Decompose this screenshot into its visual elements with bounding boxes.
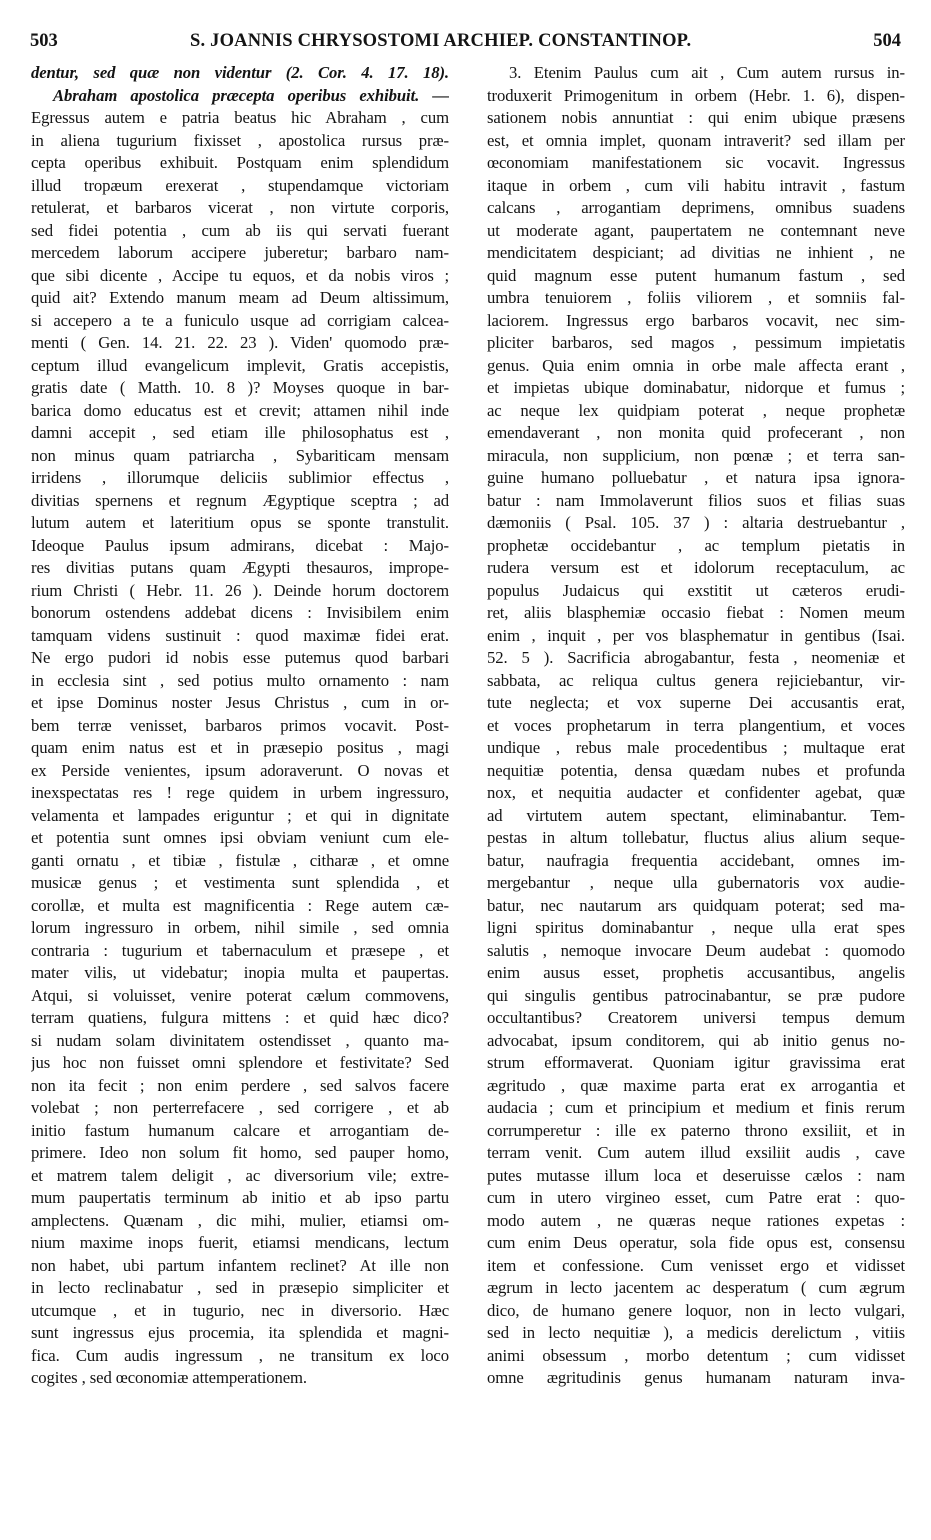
text-line: troduxerit Primogenitum in orbem (Hebr. 1. 6), dispen- xyxy=(487,85,905,105)
text-line: contraria : tugurium et tabernaculum et præsepe , et xyxy=(31,940,449,960)
text-line: sationem nobis annuntiat : qui enim ubique præsens xyxy=(487,108,905,127)
text-line: retulerat, et barbaros vicerat , non virtute corporis, xyxy=(31,198,449,217)
text-line: barica domo educatus est et crevit; attamen nihil inde xyxy=(31,400,449,420)
text-line: irridens , illorumque deliciis sublimior effectus , xyxy=(31,468,449,487)
text-line: et ipse Dominus noster Jesus Christus , cum in or- xyxy=(31,693,449,712)
text-line: Ne ergo pudori id nobis esse putemus quod barbari xyxy=(31,648,449,667)
text-line: guine humano polluebatur , et natura ipsa ignora- xyxy=(487,468,905,487)
text-line: musicæ genus ; et vestimenta sunt splendida , et xyxy=(31,873,449,892)
text-line: gratis date ( Matth. 10. 8 )? Moyses quoque in bar- xyxy=(31,378,449,397)
text-line: Egressus autem e patria beatus hic Abraham , cum xyxy=(31,108,449,127)
text-line: mum paupertatis terminum ab initio et ab ipso partu xyxy=(31,1188,449,1207)
text-line: pestas in altum tollebatur, fluctus alius alium seque- xyxy=(487,828,905,847)
text-line: si accepero a te a funiculo usque ad corrigiam calcea- xyxy=(31,310,449,330)
text-line: res divitias putans quam Ægypti thesauros, imprope- xyxy=(31,558,449,577)
text-line: velamenta et lampades eriguntur ; et qui in dignitate xyxy=(31,805,449,825)
text-line: miracula, non supplicium, non pœnæ ; et terra san- xyxy=(487,445,905,465)
text-line: et potentia sunt omnes ipsi obviam veniunt cum ele- xyxy=(31,828,449,847)
text-line: que sibi dicente , Accipe tu equos, et da nobis viros ; xyxy=(31,265,449,285)
text-line: cum enim Deus operatur, sola fide opus est, consensu xyxy=(487,1233,905,1252)
text-line: non habet, ubi partum infantem reclinet? At ille non xyxy=(31,1255,449,1275)
text-line: quid magnum esse putent humanum fastum , sed xyxy=(487,265,905,285)
text-line: Atqui, si voluisset, venire poterat cælum commovens, xyxy=(31,985,449,1005)
text-line: lutum autem et lateritium opus se sponte transtulit. xyxy=(31,513,449,532)
text-line: nox, et nequitia audacter et confidenter agebat, quæ xyxy=(487,783,905,802)
text-line: itaque in orbem , cum vili habitu intravit , fastum xyxy=(487,175,905,195)
text-line: utcumque , et in tugurio, nec in diversorio. Hæc xyxy=(31,1300,449,1320)
text-line: cogites , sed œconomiæ attemperationem. xyxy=(31,1368,308,1387)
text-line: omne ægritudinis genus humanam naturam inva- xyxy=(487,1368,905,1387)
text-line: rium Christi ( Hebr. 11. 26 ). Deinde horum doctorem xyxy=(31,580,449,600)
text-line: dentur, sed quæ non videntur (2. Cor. 4. 17. 18). xyxy=(31,63,449,82)
text-line: batur, naufragia frequentia accidebant, omnes im- xyxy=(487,850,905,870)
text-line: amplectens. Quænam , dic mihi, mulier, etiamsi om- xyxy=(31,1210,449,1230)
text-line: Ideoque Paulus ipsum admirans, dicebat : Majo- xyxy=(31,535,449,555)
page-number-right: 504 xyxy=(873,31,901,51)
text-line: quid ait? Extendo manum meam ad Deum altissimum, xyxy=(31,288,449,307)
text-line: populus Judaicus qui exstitit ut cæteros erudi- xyxy=(487,580,905,600)
text-line: jus hoc non fuisset omni splendore et festivitate? Sed xyxy=(31,1053,449,1072)
text-line: in ecclesia sint , sed potius multo ornamento : nam xyxy=(31,670,449,690)
text-line: tute neglecta; et vox superne Dei accusantis erat, xyxy=(487,693,905,712)
text-line: terram venit. Cum autem illud exsiliit audis , cave xyxy=(487,1143,905,1162)
text-line: audacia ; cum et principium et medium et finis rerum xyxy=(487,1098,905,1117)
text-line: corollæ, et multa est magnificentia : Rege autem cæ- xyxy=(31,895,449,915)
text-line: sed fidei potentia , cum ab iis qui servati fuerant xyxy=(31,220,449,240)
text-line: bonorum ostendens addebat dicens : Invisibilem enim xyxy=(31,603,449,622)
text-line: menti ( Gen. 14. 21. 22. 23 ). Viden' quomodo præ- xyxy=(31,333,449,352)
text-line: ac neque lex quidpiam poterat , neque prophetæ xyxy=(487,400,905,420)
text-line: bem terræ venisset, barbaros primos vocavit. Post- xyxy=(31,715,449,735)
text-line: enim , inquit , per vos blasphematur in gentibus (Isai. xyxy=(487,625,905,645)
text-line: et voces prophetarum in terra plangentium, et voces xyxy=(487,715,905,735)
text-line: occultantibus? Creatorem universi tempus demum xyxy=(487,1008,905,1027)
text-line: ex Perside venientes, ipsum adoraverunt. O novas et xyxy=(31,760,449,780)
text-line: animi obsessum , morbo detentum ; cum vidisset xyxy=(487,1345,905,1365)
text-line: enim ausus esset, prophetis accusantibus, angelis xyxy=(487,963,905,982)
text-line: item et confessione. Cum venisset ergo et vidisset xyxy=(487,1255,905,1275)
text-line: laciorem. Ingressus ergo barbaros vocavit, nec sim- xyxy=(487,310,905,330)
text-line: rudera versum est et idolorum receptaculum, ac xyxy=(487,558,905,577)
text-column-right xyxy=(487,62,905,1390)
text-line: mergebantur , neque ulla gubernatoris vox audie- xyxy=(487,873,905,892)
text-line: salutis , nemoque invocare Deum audebat : quomodo xyxy=(487,940,905,960)
text-line: quam enim natus est et in præsepio positus , magi xyxy=(31,738,449,757)
text-line: non minus quam patriarcha , Sybariticam mensam xyxy=(31,445,449,465)
text-line: genus. Quia enim omnia in orbe male affecta erant , xyxy=(487,355,905,375)
text-line: mater vilis, ut videbatur; inopia multa et paupertas. xyxy=(31,963,449,982)
text-line: primere. Ideo non solum fit homo, sed pauper homo, xyxy=(31,1143,449,1162)
text-line: sabbata, ac reliqua cultus genera rejiciebantur, vir- xyxy=(487,670,905,690)
text-line: mercedem laborum accipere juberetur; barbaro nam- xyxy=(31,243,449,262)
text-line: in aliena tugurium fixisset , apostolica rursus præ- xyxy=(31,130,449,150)
text-line: œconomiam manifestationem sic vocavit. Ingressus xyxy=(487,153,905,172)
text-line: qui singulis gentibus patrocinabantur, se præ pudore xyxy=(487,985,905,1005)
text-line: umbra tenuiorem , foliis viliorem , et somniis fal- xyxy=(487,288,905,307)
text-line: volebat ; non perterrefacere , sed corrigere , et ab xyxy=(31,1098,449,1117)
text-line: initio fastum humanum calcare et arrogantiam de- xyxy=(31,1120,449,1140)
text-line: terram quatiens, fulgura mittens : et quid hæc dico? xyxy=(31,1008,449,1027)
text-line: ligni spiritus dominabantur , neque ulla erat spes xyxy=(487,918,905,937)
text-line: cepta operibus exhibuit. Postquam enim splendidum xyxy=(31,153,449,172)
text-line: sed in lecto nequitiæ ), a medicis derelictum , vitiis xyxy=(487,1323,905,1342)
text-line: ad virtutem autem spectant, eliminabantur. Tem- xyxy=(487,805,905,825)
text-column-left xyxy=(31,62,449,1390)
text-line: ganti ornatu , et tibiæ , fistulæ , citharæ , et omne xyxy=(31,850,449,870)
text-line: dæmoniis ( Psal. 105. 37 ) : altaria destruebantur , xyxy=(487,513,905,532)
text-line: nium maxime inops fuerit, etiamsi mendicans, lectum xyxy=(31,1233,449,1252)
running-title: S. JOANNIS CHRYSOSTOMI ARCHIEP. CONSTANTINOP. xyxy=(190,31,692,51)
text-line: cum in utero virgineo esset, cum Patre erat : quo- xyxy=(487,1188,905,1207)
text-line: si nudam solam divinitatem ostendisset , quanto ma- xyxy=(31,1030,449,1050)
text-line: batur, nec nautarum ars quidquam poterat; sed ma- xyxy=(487,895,905,915)
text-line: nequitiæ potentia, densa quædam nubes et profunda xyxy=(487,760,905,780)
text-line: pliciter barbaros, sed magos , pessimum impietatis xyxy=(487,333,905,352)
text-line: ægritudo , quæ maxime parta erat ex arrogantia et xyxy=(487,1075,905,1095)
text-line: et impietas ubique dominabatur, nidorque et fumus ; xyxy=(487,378,905,397)
text-line: fica. Cum audis ingressum , ne transitum ex loco xyxy=(31,1345,449,1365)
text-line: ceptum illud evangelicum implevit, Gratis accepistis, xyxy=(31,355,449,375)
text-line: calcans , arrogantiam deprimens, omnibus suadens xyxy=(487,198,905,217)
text-line: divitias spernens et regnum Ægyptique sceptra ; ad xyxy=(31,490,449,510)
text-line: advocabat, ipsum conditorem, qui ab initio genus no- xyxy=(487,1030,905,1050)
text-line: emendaverant , non monita quid profecerant , non xyxy=(487,423,905,442)
text-line: strum efformaverat. Quoniam igitur gravissima erat xyxy=(487,1053,905,1072)
text-line: Abraham apostolica præcepta operibus exhibuit. — xyxy=(53,85,449,105)
text-line: modo autem , ne quæras neque rationes expetas : xyxy=(487,1210,905,1230)
text-line: est, et omnia implet, quonam intraverit? sed illam per xyxy=(487,130,905,150)
text-line: prophetæ occidebantur , ac templum pietatis in xyxy=(487,535,905,555)
text-line: sunt ingressus ejus procemia, ita splendida et magni- xyxy=(31,1323,449,1342)
text-line: undique , rebus male procedentibus ; multaque erat xyxy=(487,738,905,757)
text-line: mendicitatem despiciant; ad divitias ne inhient , ne xyxy=(487,243,905,262)
text-line: ut moderate agant, paupertatem ne contemnant neve xyxy=(487,220,905,240)
text-line: inexspectatas res ! rege quidem in urbem ingressuro, xyxy=(31,783,449,802)
text-line: corrumperetur : ille ex paterno throno exsiliit, et in xyxy=(487,1120,905,1140)
text-line: dico, de humano genere loquor, non in lecto vulgari, xyxy=(487,1300,905,1320)
text-line: ret, aliis blasphemiæ occasio fiebat : Nomen meum xyxy=(487,603,905,622)
text-line: tamquam videns sustinuit : quod maximæ fidei erat. xyxy=(31,625,449,645)
page-number-left: 503 xyxy=(30,31,58,51)
text-line: in lecto reclinabatur , sed in præsepio simpliciter et xyxy=(31,1278,449,1297)
text-line: ægrum in lecto jacentem ac desperatum ( cum ægrum xyxy=(487,1278,905,1297)
text-line: batur : nam Immolaverunt filios suos et filias suas xyxy=(487,490,905,510)
text-line: et matrem talem deligit , ac diversorium vile; extre- xyxy=(31,1165,449,1185)
text-line: 52. 5 ). Sacrificia abrogabantur, festa , neomeniæ et xyxy=(487,648,905,667)
text-line: putes mutasse illum loca et deseruisse cælos : nam xyxy=(487,1165,905,1185)
text-line: damni accepit , sed etiam ille philosophatus est , xyxy=(31,423,449,442)
text-line: illud tropæum erexerat , stupendamque victoriam xyxy=(31,175,449,195)
page-header xyxy=(0,0,931,51)
text-line: non ita fecit ; non enim perdere , sed salvos facere xyxy=(31,1075,449,1095)
text-line: 3. Etenim Paulus cum ait , Cum autem rursus in- xyxy=(509,63,905,82)
text-line: lorum ingressuro in orbem, nihil simile , sed omnia xyxy=(31,918,449,937)
